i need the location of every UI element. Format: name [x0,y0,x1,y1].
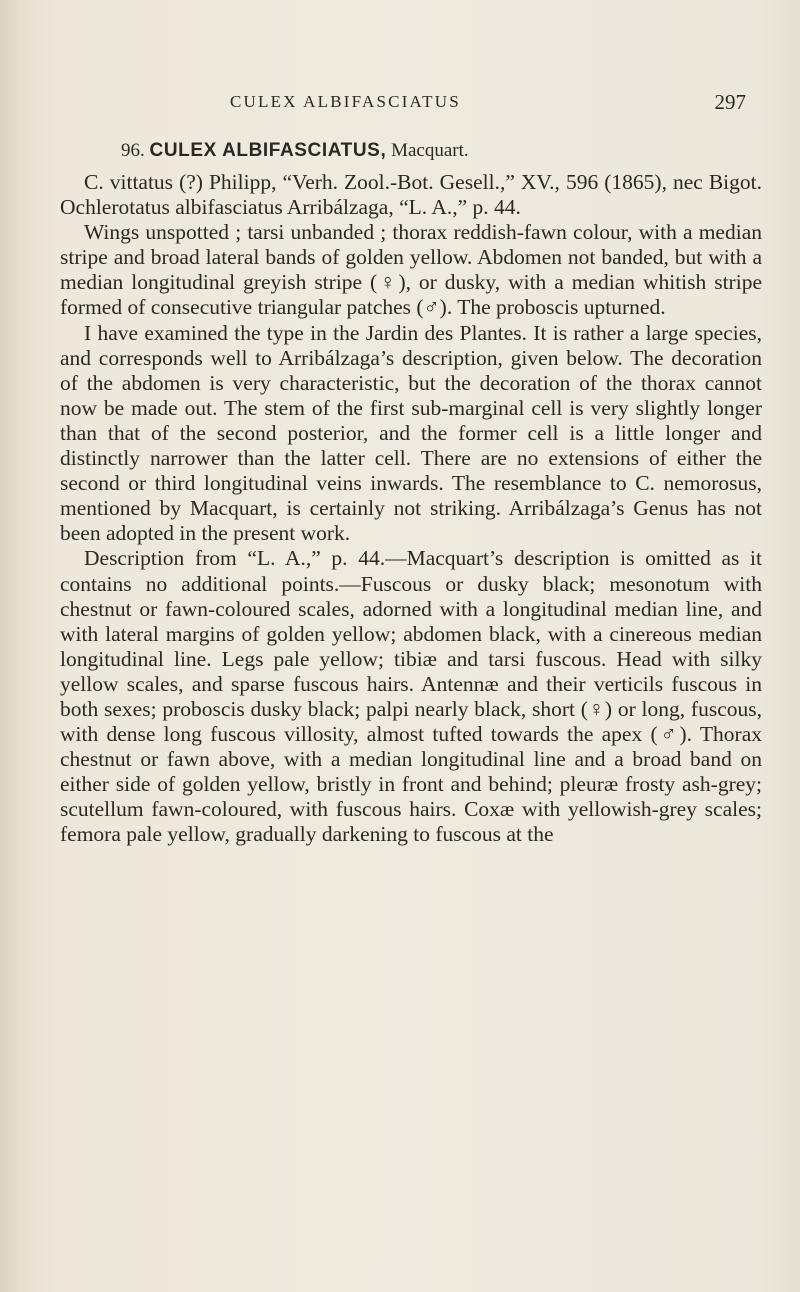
species-name: CULEX ALBIFASCIATUS, [149,140,387,161]
notes-paragraph: I have examined the type in the Jardin des Plantes. It is rather a large species, and corresponds well to Arribálzaga’s description, given below. The decoration of the abdomen is very characteristic, but the decoration of the thorax cannot now be made out. The stem of the first sub-marginal cell is very slightly longer than that of the second posterior, and the former cell is a little longer and distinctly narrower than the latter cell. There are no extensions of either the second or third longitudinal veins inwards. The resemblance to C. nemorosus, mentioned by Macquart, is certainly not striking. Arribálzaga’s Genus has not been adopted in the present work. [60,320,762,546]
running-title: CULEX ALBIFASCIATUS [230,92,461,111]
page-number: 297 [714,90,746,114]
running-head [60,92,760,122]
description-paragraph: Description from “L. A.,” p. 44.—Macquart’s description is omitted as it contains no additional points.—Fuscous or dusky black; mesonotum with chestnut or fawn-coloured scales, adorned with a longitudinal median line, and with lateral margins of golden yellow; abdomen black, with a cinereous median longitudinal line. Legs pale yellow; tibiæ and tarsi fuscous. Head with silky yellow scales, and sparse fuscous hairs. Antennæ and their verticils fuscous in both sexes; proboscis dusky black; palpi nearly black, short (♀) or long, fuscous, with dense long fuscous villosity, almost tufted towards the apex (♂). Thorax chestnut or fawn above, with a median longitudinal line and a broad band on either side of golden yellow, bristly in front and behind; pleuræ frosty ash-grey; scutellum fawn-coloured, with fuscous hairs. Coxæ with yellowish-grey scales; femora pale yellow, gradually darkening to fuscous at the [60,546,762,847]
species-author: Macquart. [391,140,469,161]
diagnosis-paragraph: Wings unspotted ; tarsi unbanded ; thorax reddish-fawn colour, with a median stripe and broad lateral bands of golden yellow. Abdomen not banded, but with a median longitudinal greyish stripe (♀), or dusky, with a median whitish stripe formed of consecutive triangular patches (♂). The proboscis upturned. [60,220,762,320]
body-text [60,170,762,848]
synonymy-paragraph: C. vittatus (?) Philipp, “Verh. Zool.-Bot. Gesell.,” XV., 596 (1865), nec Bigot. Ochlerotatus albifasciatus Arribálzaga, “L. A.,” p. 44. [60,170,762,220]
species-number: 96. [121,140,145,161]
species-heading [121,140,469,162]
